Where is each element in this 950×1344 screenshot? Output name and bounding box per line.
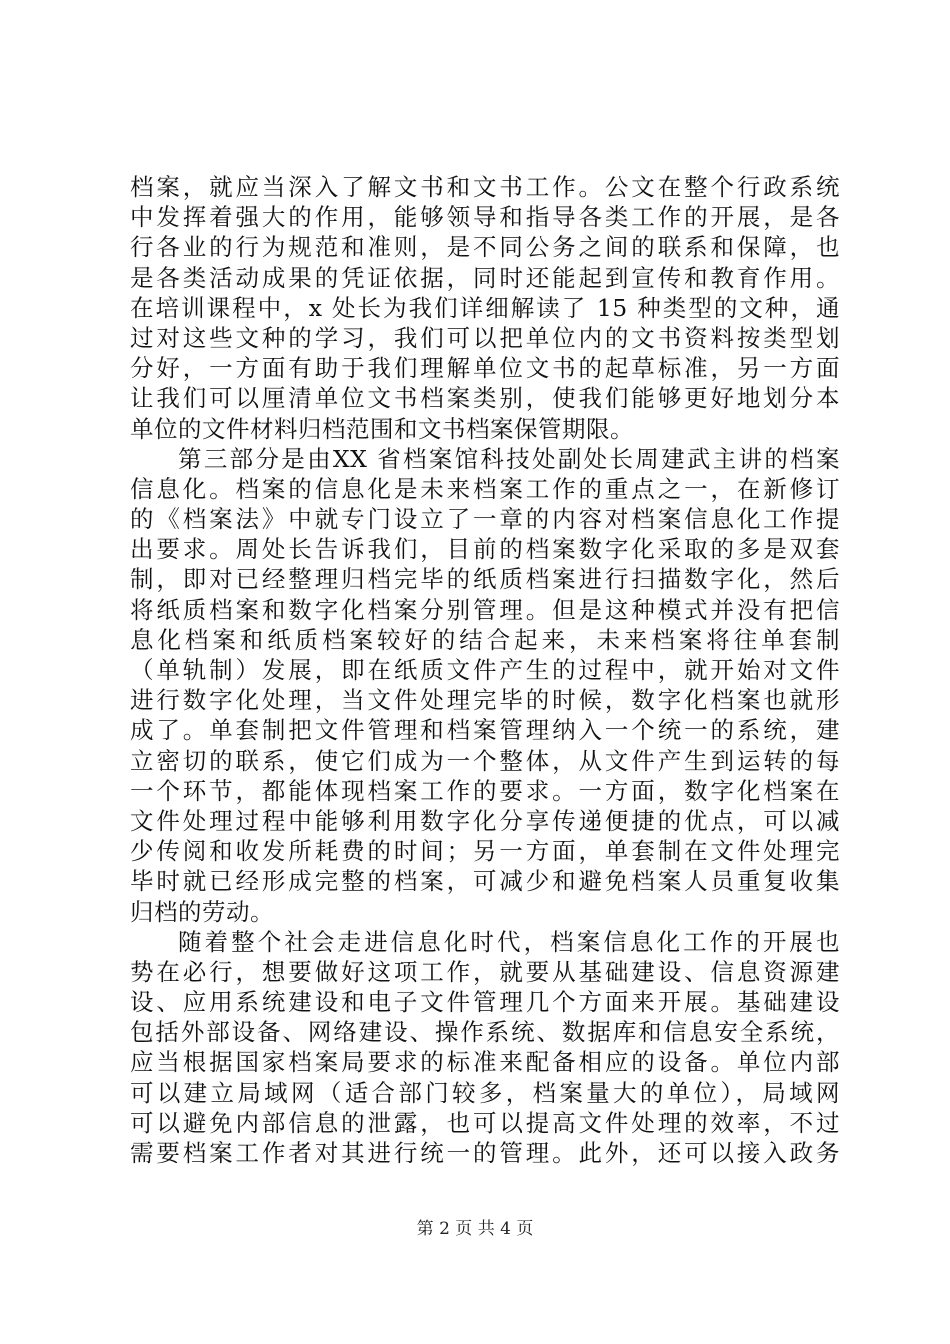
text-line: 制，即对已经整理归档完毕的纸质档案进行扫描数字化，然后 [130, 565, 840, 594]
text-line: 单位的文件材料归档范围和文书档案保管期限。 [130, 414, 634, 443]
text-line: 成了。单套制把文件管理和档案管理纳入一个统一的系统，建 [130, 716, 840, 745]
text-line: 应当根据国家档案局要求的标准来配备相应的设备。单位内部 [130, 1048, 840, 1077]
text-line: 息化档案和纸质档案较好的结合起来，未来档案将往单套制 [130, 625, 840, 654]
page-number-footer: 第 2 页 共 4 页 [416, 1219, 534, 1239]
text-line: 立密切的联系，使它们成为一个整体，从文件产生到运转的每 [130, 746, 840, 775]
text-line: 包括外部设备、网络建设、操作系统、数据库和信息安全系统， [130, 1018, 840, 1047]
text-line: 文件处理过程中能够利用数字化分享传递便捷的优点，可以减 [130, 806, 840, 835]
text-line: （单轨制）发展，即在纸质文件产生的过程中，就开始对文件 [130, 656, 840, 684]
text-line: 势在必行，想要做好这项工作，就要从基础建设、信息资源建 [130, 957, 840, 986]
text-line: 可以建立局域网（适合部门较多，档案量大的单位），局域网 [130, 1078, 840, 1107]
text-line: 过对这些文种的学习，我们可以把单位内的文书资料按类型划 [130, 323, 840, 352]
document-body [130, 172, 840, 1168]
text-line: 可以避免内部信息的泄露，也可以提高文件处理的效率，不过 [130, 1108, 840, 1137]
text-line: 出要求。周处长告诉我们，目前的档案数字化采取的多是双套 [130, 535, 840, 564]
text-line: 中发挥着强大的作用，能够领导和指导各类工作的开展，是各 [130, 203, 840, 232]
text-line: 在培训课程中，x 处长为我们详细解读了 15 种类型的文种，通 [130, 293, 840, 322]
text-line: 进行数字化处理，当文件处理完毕的时候，数字化档案也就形 [130, 686, 840, 715]
text-line: 一个环节，都能体现档案工作的要求。一方面，数字化档案在 [130, 776, 840, 805]
text-line: 毕时就已经形成完整的档案，可减少和避免档案人员重复收集 [130, 867, 840, 896]
text-line: 信息化。档案的信息化是未来档案工作的重点之一，在新修订 [130, 474, 840, 503]
text-line: 设、应用系统建设和电子文件管理几个方面来开展。基础建设 [130, 988, 840, 1017]
paragraph-start-line: 随着整个社会走进信息化时代，档案信息化工作的开展也 [178, 927, 840, 956]
text-line: 档案，就应当深入了解文书和文书工作。公文在整个行政系统 [130, 173, 840, 201]
text-line: 分好，一方面有助于我们理解单位文书的起草标准，另一方面 [130, 354, 840, 383]
text-line: 将纸质档案和数字化档案分别管理。但是这种模式并没有把信 [130, 595, 840, 624]
paragraph-start-line: 第三部分是由XX 省档案馆科技处副处长周建武主讲的档案 [178, 444, 840, 473]
text-line: 让我们可以厘清单位文书档案类别，使我们能够更好地划分本 [130, 384, 840, 413]
text-line: 归档的劳动。 [130, 897, 274, 926]
text-line: 行各业的行为规范和准则，是不同公务之间的联系和保障，也 [130, 233, 840, 262]
text-line: 少传阅和收发所耗费的时间；另一方面，单套制在文件处理完 [130, 837, 840, 866]
text-line: 的《档案法》中就专门设立了一章的内容对档案信息化工作提 [130, 505, 840, 534]
text-line: 是各类活动成果的凭证依据，同时还能起到宣传和教育作用。 [130, 263, 840, 292]
text-line: 需要档案工作者对其进行统一的管理。此外，还可以接入政务 [130, 1139, 840, 1167]
